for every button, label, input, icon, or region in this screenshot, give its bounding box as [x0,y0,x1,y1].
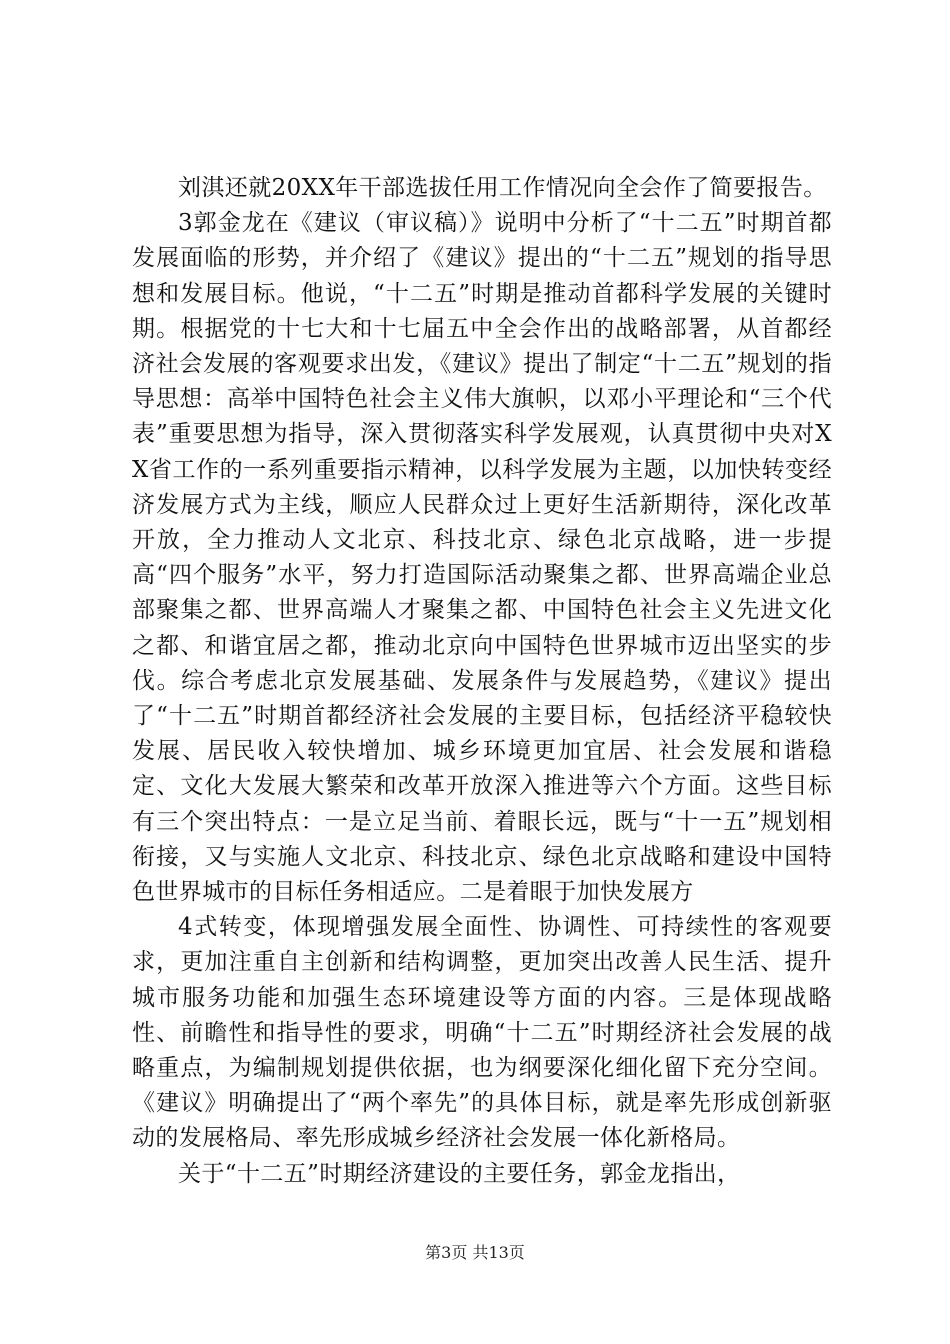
paragraph-3: 4式转变，体现增强发展全面性、协调性、可持续性的客观要求，更加注重自主创新和结构调整，更加突出改善人民生活、提升城市服务功能和加强生态环境建设等方面的内容。三是体现战略性、前瞻性和指导性的要求，明确“十二五”时期经济社会发展的战略重点，为编制规划提供依据，也为纲要深化细化留下充分空间。《建议》明确提出了“两个率先”的具体目标，就是率先形成创新驱动的发展格局、率先形成城乡经济社会发展一体化新格局。 [132,914,832,1152]
paragraph-2: 3郭金龙在《建议（审议稿）》说明中分析了“十二五”时期首都发展面临的形势，并介绍了《建议》提出的“十二五”规划的指导思想和发展目标。他说，“十二五”时期是推动首都科学发展的关键时期。根据党的十七大和十七届五中全会作出的战略部署，从首都经济社会发展的客观要求出发，《建议》提出了制定“十二五”规划的指导思想：高举中国特色社会主义伟大旗帜，以邓小平理论和“三个代表”重要思想为指导，深入贯彻落实科学发展观，认真贯彻中央对XX省工作的一系列重要指示精神，以科学发展为主题，以加快转变经济发展方式为主线，顺应人民群众过上更好生活新期待，深化改革开放，全力推动人文北京、科技北京、绿色北京战略，进一步提高“四个服务”水平，努力打造国际活动聚集之都、世界高端企业总部聚集之都、世界高端人才聚集之都、中国特色社会主义先进文化之都、和谐宜居之都，推动北京向中国特色世界城市迈出坚实的步伐。综合考虑北京发展基础、发展条件与发展趋势，《建议》提出了“十二五”时期首都经济社会发展的主要目标，包括经济平稳较快发展、居民收入较快增加、城乡环境更加宜居、社会发展和谐稳定、文化大发展大繁荣和改革开放深入推进等六个方面。这些目标有三个突出特点：一是立足当前、着眼长远，既与“十一五”规划相衔接，又与实施人文北京、科技北京、绿色北京战略和建设中国特色世界城市的目标任务相适应。二是着眼于加快发展方 [132,210,832,906]
page-number-footer: 第3页 共13页 [425,1243,525,1262]
document-body [132,171,832,1192]
paragraph-4: 关于“十二五”时期经济建设的主要任务，郭金龙指出， [178,1160,741,1187]
paragraph-1: 刘淇还就20XX年干部选拔任用工作情况向全会作了简要报告。 [178,175,827,201]
